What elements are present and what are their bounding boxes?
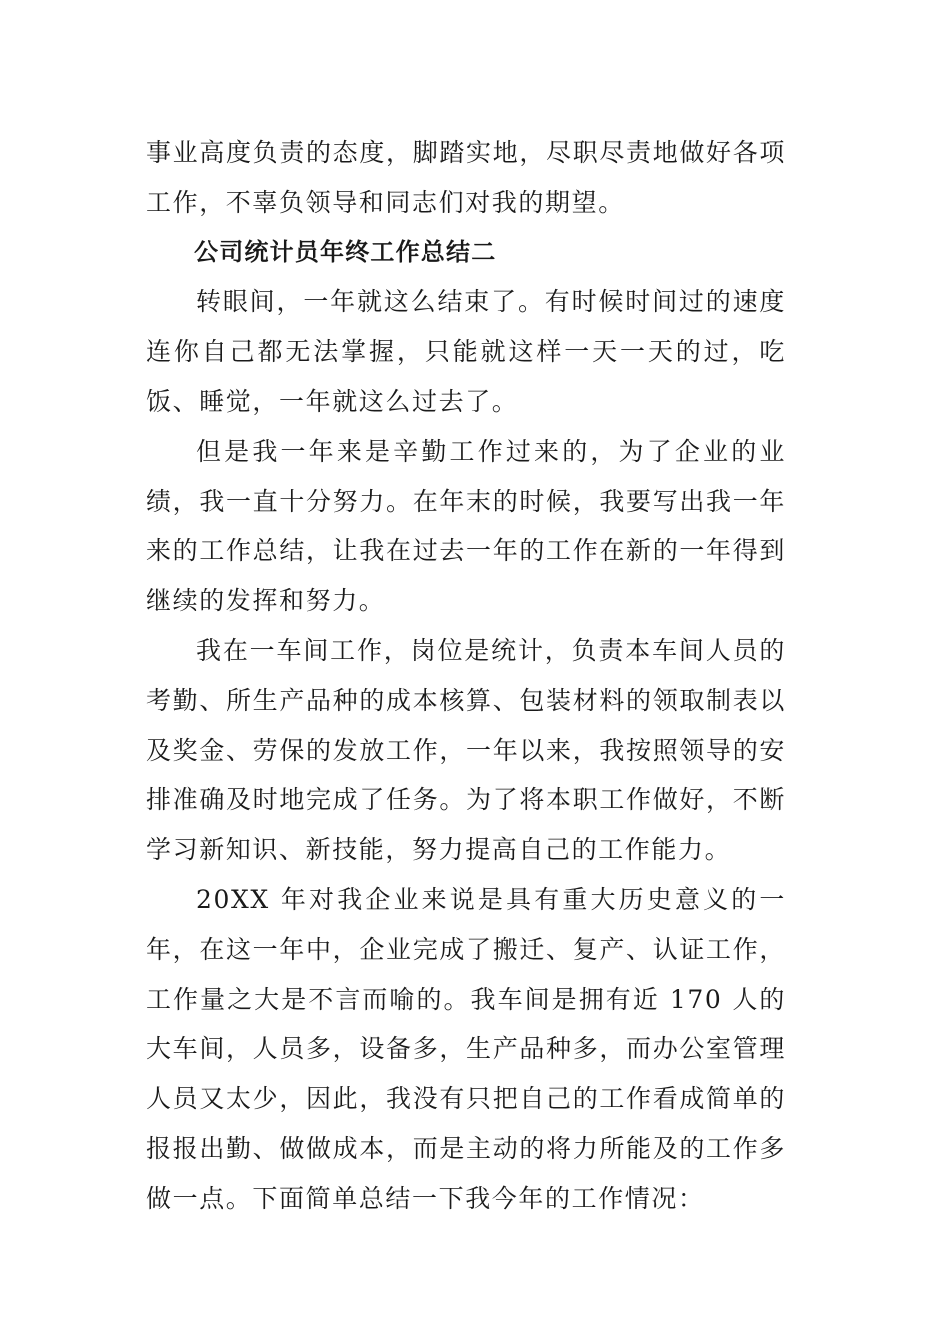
paragraph: 但是我一年来是辛勤工作过来的，为了企业的业绩，我一直十分努力。在年末的时候，我要写出我一年来的工作总结，让我在过去一年的工作在新的一年得到继续的发挥和努力。	[146, 436, 786, 616]
paragraph-continued: 事业高度负责的态度，脚踏实地，尽职尽责地做好各项工作，不辜负领导和同志们对我的期望。	[146, 138, 786, 217]
paragraph: 转眼间，一年就这么结束了。有时候时间过的速度连你自己都无法掌握，只能就这样一天一天的过，吃饭、睡觉，一年就这么过去了。	[146, 287, 786, 416]
paragraph: 我在一车间工作，岗位是统计，负责本车间人员的考勤、所生产品种的成本核算、包装材料的领取制表以及奖金、劳保的发放工作，一年以来，我按照领导的安排准确及时地完成了任务。为了将本职工作做好，不断学习新知识、新技能，努力提高自己的工作能力。	[146, 635, 786, 865]
paragraph: 20XX 年对我企业来说是具有重大历史意义的一年，在这一年中，企业完成了搬迁、复产、认证工作，工作量之大是不言而喻的。我车间是拥有近 170 人的大车间，人员多，设备多，生产品种多，而办公室管理人员又太少，因此，我没有只把自己的工作看成简单的报报出勤、做做成本，而是主动的将力所能及的工作多做一点。下面简单总结一下我今年的工作情况：	[146, 884, 786, 1213]
document-body	[146, 128, 786, 1224]
section-heading: 公司统计员年终工作总结二	[194, 237, 497, 266]
